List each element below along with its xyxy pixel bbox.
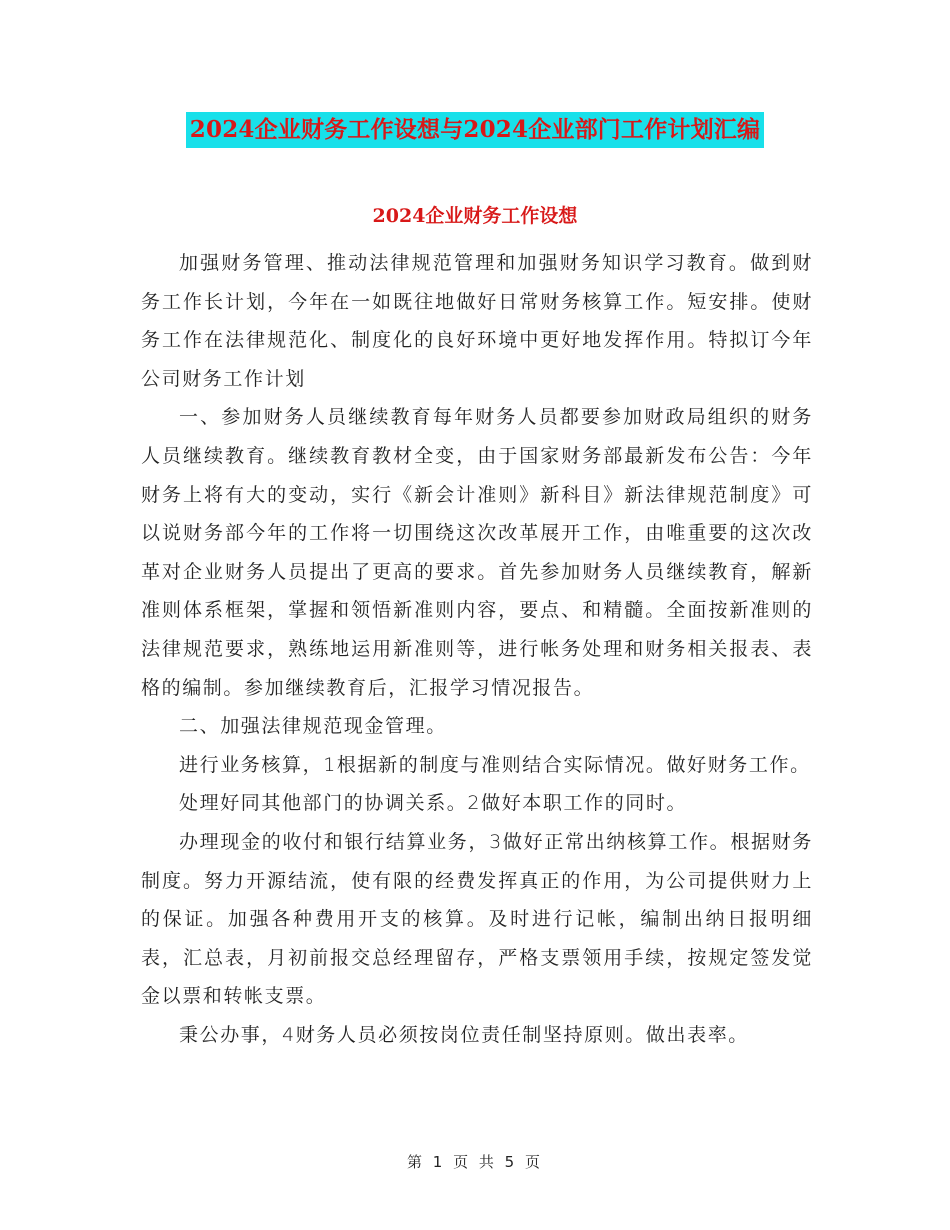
document-title: 2024企业财务工作设想与2024企业部门工作计划汇编 bbox=[186, 112, 764, 148]
paragraph: 二、加强法律规范现金管理。 bbox=[179, 715, 447, 738]
paragraph: 秉公办事，4财务人员必须按岗位责任制坚持原则。做出表率。 bbox=[179, 1023, 749, 1046]
paragraph: 一、参加财务人员继续教育每年财务人员都要参加财政局组织的财务人员继续教育。继续教育教材全变，由于国家财务部最新发布公告：今年财务上将有大的变动，实行《新会计准则》新科目》新法律规范制度》可以说财务部今年的工作将一切围绕这次改革展开工作，由唯重要的这次改革对企业财务人员提出了更高的要求。首先参加财务人员继续教育，解新准则体系框架，掌握和领悟新准则内容，要点、和精髓。全面按新准则的法律规范要求，熟练地运用新准则等，进行帐务处理和财务相关报表、表格的编制。参加继续教育后，汇报学习情况报告。 bbox=[141, 406, 813, 699]
page-footer: 第 1 页 共 5 页 bbox=[407, 1153, 543, 1171]
document-body bbox=[141, 244, 813, 1054]
document-title-container bbox=[0, 112, 950, 148]
paragraph: 处理好同其他部门的协调关系。2做好本职工作的同时。 bbox=[179, 792, 688, 815]
section-title: 2024企业财务工作设想 bbox=[372, 205, 578, 227]
paragraph: 进行业务核算，1根据新的制度与准则结合实际情况。做好财务工作。 bbox=[179, 753, 811, 776]
paragraph: 办理现金的收付和银行结算业务，3做好正常出纳核算工作。根据财务制度。努力开源结流，使有限的经费发挥真正的作用，为公司提供财力上的保证。加强各种费用开支的核算。及时进行记帐，编制出纳日报明细表，汇总表，月初前报交总经理留存，严格支票领用手续，按规定签发觉金以票和转帐支票。 bbox=[141, 830, 813, 1008]
paragraph: 加强财务管理、推动法律规范管理和加强财务知识学习教育。做到财务工作长计划，今年在一如既往地做好日常财务核算工作。短安排。使财务工作在法律规范化、制度化的良好环境中更好地发挥作用。特拟订今年公司财务工作计划 bbox=[141, 252, 813, 390]
